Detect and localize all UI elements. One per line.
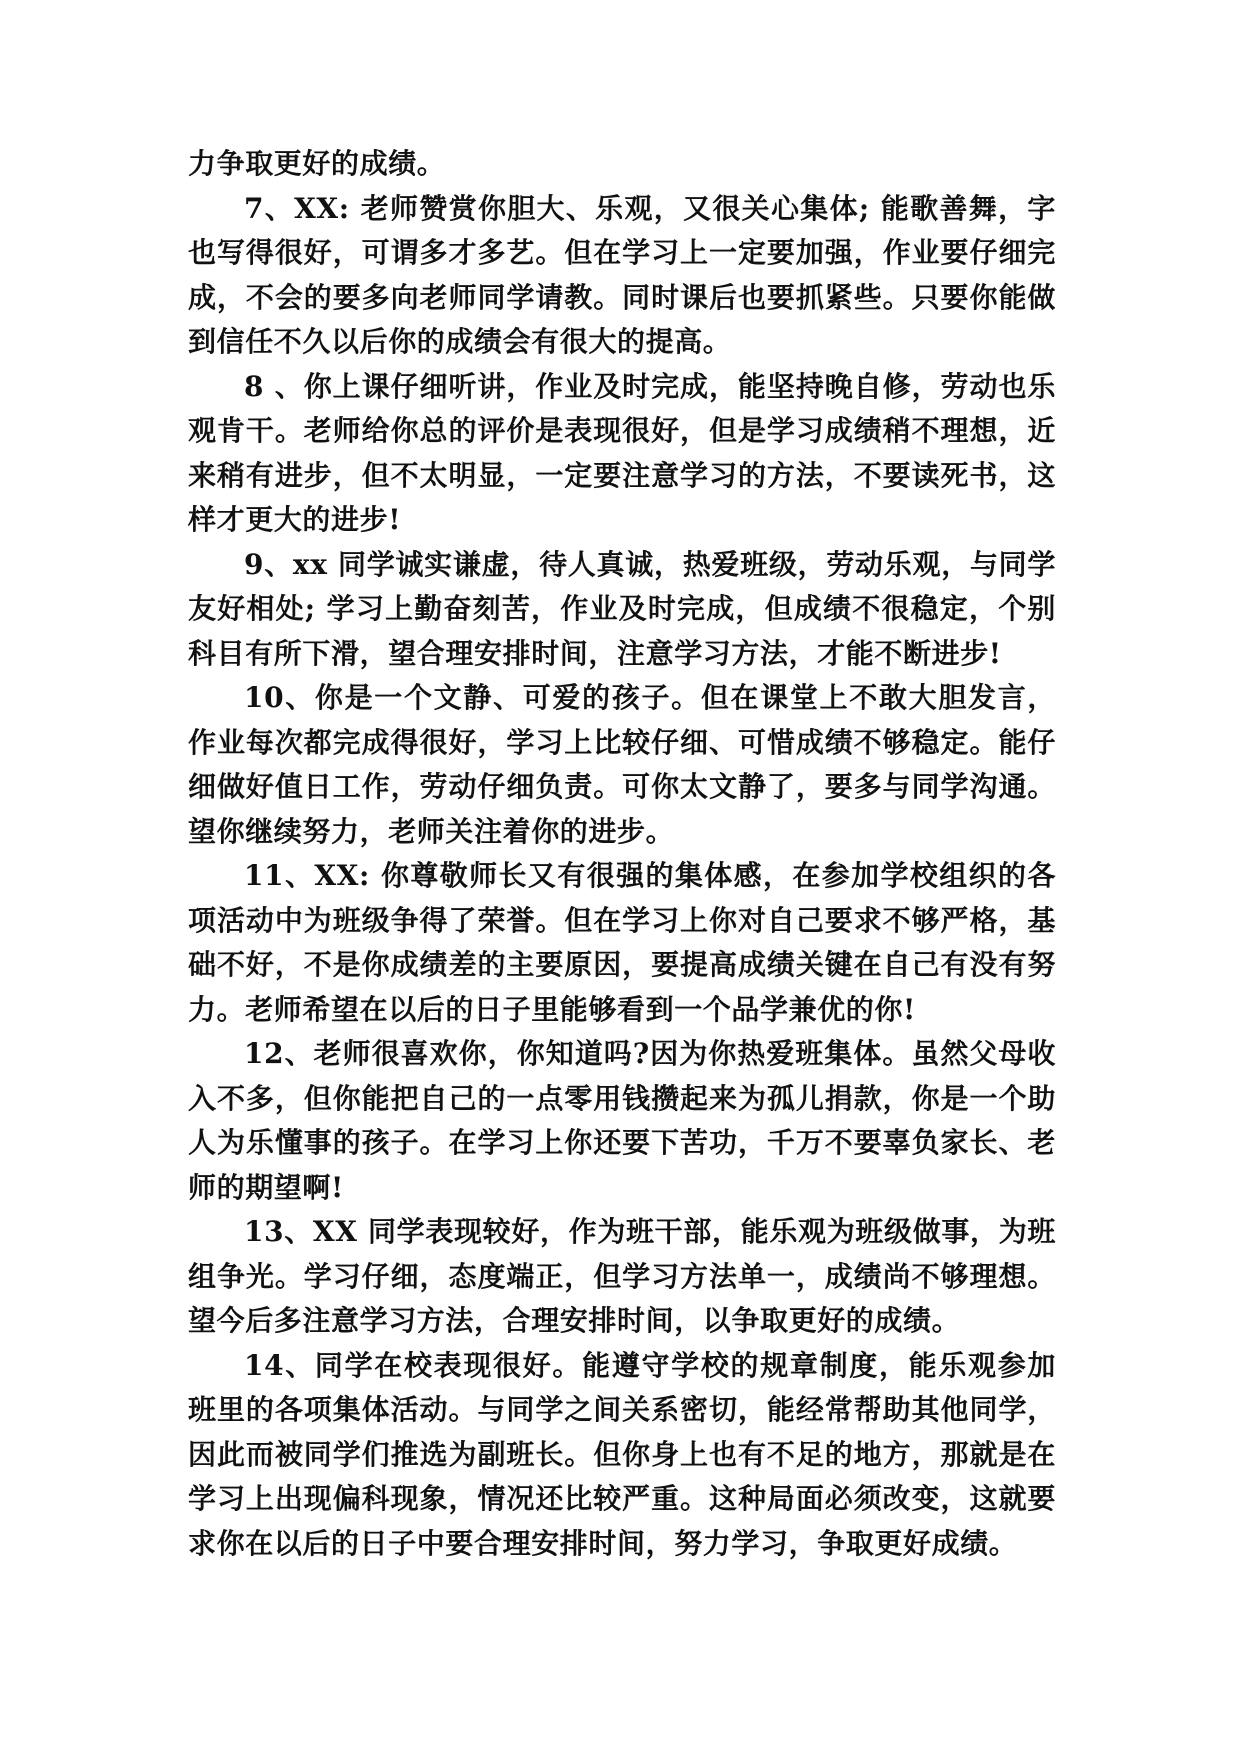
document-page — [188, 142, 1056, 1566]
paragraph-comment-14: 14、同学在校表现很好。能遵守学校的规章制度，能乐观参加班里的各项集体活动。与同学之间关系密切，能经常帮助其他同学，因此而被同学们推选为副班长。但你身上也有不足的地方，那就是在学习上出现偏科现象，情况还比较严重。这种局面必须改变，这就要求你在以后的日子中要合理安排时间，努力学习，争取更好成绩。 — [188, 1348, 1056, 1560]
paragraph-continuation: 力争取更好的成绩。 — [188, 147, 446, 180]
paragraph-comment-12: 12、老师很喜欢你，你知道吗?因为你热爱班集体。虽然父母收入不多，但你能把自己的一点零用钱攒起来为孤儿捐款，你是一个助人为乐懂事的孩子。在学习上你还要下苦功，千万不要辜负家长、老师的期望啊! — [188, 1037, 1056, 1204]
paragraph-comment-10: 10、你是一个文静、可爱的孩子。但在课堂上不敢大胆发言，作业每次都完成得很好，学习上比较仔细、可惜成绩不够稳定。能仔细做好值日工作，劳动仔细负责。可你太文静了，要多与同学沟通。望你继续努力，老师关注着你的进步。 — [188, 681, 1056, 848]
paragraph-comment-7: 7、XX: 老师赞赏你胆大、乐观，又很关心集体; 能歌善舞，字也写得很好，可谓多才多艺。但在学习上一定要加强，作业要仔细完成，不会的要多向老师同学请教。同时课后也要抓紧些。只要你能做到信任不久以后你的成绩会有很大的提高。 — [188, 191, 1056, 358]
paragraph-comment-9: 9、xx 同学诚实谦虚，待人真诚，热爱班级，劳动乐观，与同学友好相处; 学习上勤奋刻苦，作业及时完成，但成绩不很稳定，个别科目有所下滑，望合理安排时间，注意学习方法，才能不断进步! — [188, 547, 1056, 670]
paragraph-comment-11: 11、XX: 你尊敬师长又有很强的集体感，在参加学校组织的各项活动中为班级争得了荣誉。但在学习上你对自己要求不够严格，基础不好，不是你成绩差的主要原因，要提高成绩关键在自己有没有努力。老师希望在以后的日子里能够看到一个品学兼优的你! — [188, 859, 1056, 1026]
paragraph-comment-8: 8 、你上课仔细听讲，作业及时完成，能坚持晚自修，劳动也乐观肯干。老师给你总的评价是表现很好，但是学习成绩稍不理想，近来稍有进步，但不太明显，一定要注意学习的方法，不要读死书，这样才更大的进步! — [188, 369, 1056, 536]
paragraph-comment-13: 13、XX 同学表现较好，作为班干部，能乐观为班级做事，为班组争光。学习仔细，态度端正，但学习方法单一，成绩尚不够理想。望今后多注意学习方法，合理安排时间，以争取更好的成绩。 — [188, 1215, 1056, 1337]
